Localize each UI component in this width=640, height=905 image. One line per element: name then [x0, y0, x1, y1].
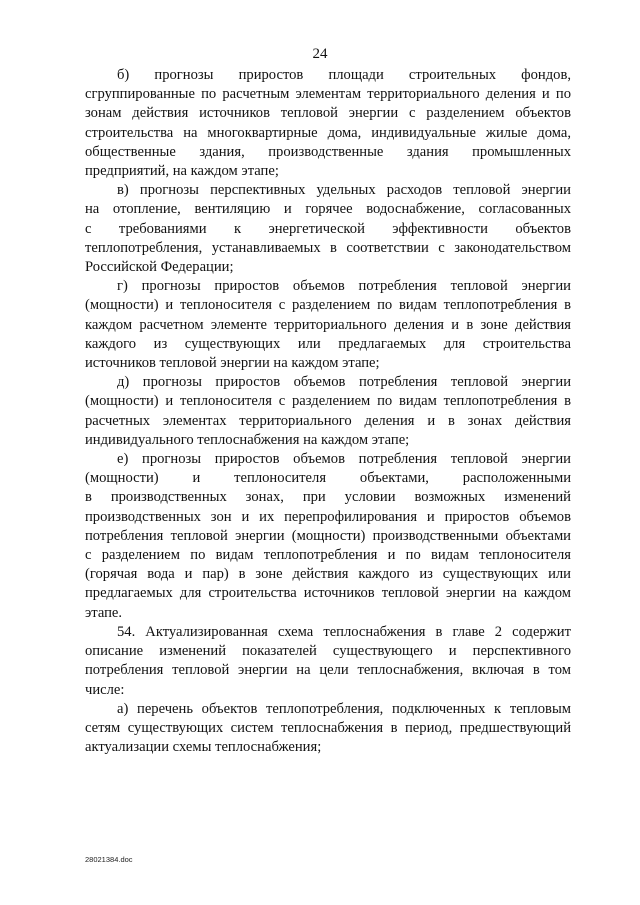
paragraph-line: с требованиями к энергетической эффективности объектов: [85, 220, 571, 237]
paragraph-line: производственных зон и их перепрофилирования и приростов объемов: [85, 508, 571, 525]
paragraph-line: г) прогнозы приростов объемов потребления тепловой энергии: [117, 278, 571, 295]
paragraph: [85, 700, 571, 758]
paragraph-line: числе:: [85, 681, 125, 698]
paragraph-line: (мощности) и теплоносителя объектами, расположенными: [85, 470, 571, 487]
paragraph-line: д) прогнозы приростов объемов потребления тепловой энергии: [117, 374, 571, 391]
paragraph-line: предлагаемых для строительства источников тепловой энергии на каждом: [85, 585, 571, 602]
paragraph: [85, 373, 571, 450]
paragraph-line: (мощности) и теплоносителя с разделением по видам теплопотребления в: [85, 297, 571, 314]
paragraph-line: 54. Актуализированная схема теплоснабжения в главе 2 содержит: [117, 623, 571, 640]
paragraph-line: описание изменений показателей существующего и перспективного: [85, 643, 571, 660]
paragraph-line: потребления тепловой энергии на цели теплоснабжения, включая в том: [85, 662, 571, 679]
paragraph: [85, 623, 571, 700]
paragraph-line: в производственных зонах, при условии возможных изменений: [85, 489, 571, 506]
document-body: [85, 66, 571, 757]
page-number: 24: [312, 46, 328, 62]
paragraph-line: теплопотребления, устанавливаемых в соответствии с законодательством: [85, 239, 571, 256]
paragraph-line: сгруппированные по расчетным элементам территориального деления и по: [85, 86, 571, 103]
paragraph-line: зонам действия источников тепловой энергии с разделением объектов: [85, 105, 571, 122]
paragraph-line: общественные здания, производственные здания промышленных: [85, 143, 571, 160]
paragraph-line: предприятий, на каждом этапе;: [85, 163, 279, 180]
paragraph-line: (горячая вода и пар) в зоне действия каждого из существующих или: [85, 566, 571, 583]
paragraph-line: сетям существующих систем теплоснабжения в период, предшествующий: [85, 719, 571, 736]
paragraph-line: расчетных элементах территориального деления и в зонах действия: [85, 412, 571, 429]
paragraph-line: индивидуального теплоснабжения на каждом этапе;: [85, 431, 410, 448]
paragraph-line: с разделением по видам теплопотребления и по видам теплоносителя: [85, 547, 571, 564]
paragraph-line: этапе.: [85, 604, 123, 621]
paragraph-line: строительства на многоквартирные дома, индивидуальные жилые дома,: [85, 124, 571, 141]
paragraph-line: Российской Федерации;: [85, 259, 234, 276]
paragraph-line: на отопление, вентиляцию и горячее водоснабжение, согласованных: [85, 201, 571, 218]
paragraph-line: актуализации схемы теплоснабжения;: [85, 739, 322, 756]
paragraph: [85, 66, 571, 181]
paragraph-line: а) перечень объектов теплопотребления, подключенных к тепловым: [117, 700, 571, 717]
paragraph: [85, 181, 571, 277]
document-footer-filename: 28021384.doc: [85, 855, 133, 864]
paragraph: [85, 277, 571, 373]
paragraph-line: в) прогнозы перспективных удельных расходов тепловой энергии: [117, 182, 571, 199]
paragraph-line: е) прогнозы приростов объемов потребления тепловой энергии: [117, 451, 571, 468]
paragraph-line: каждого из существующих или предлагаемых для строительства: [85, 335, 571, 352]
paragraph-line: потребления тепловой энергии (мощности) производственными объектами: [85, 527, 571, 544]
paragraph-line: каждом расчетном элементе территориального деления и в зоне действия: [85, 316, 571, 333]
paragraph-line: (мощности) и теплоносителя с разделением по видам теплопотребления в: [85, 393, 571, 410]
paragraph-line: источников тепловой энергии на каждом этапе;: [85, 355, 380, 372]
paragraph-line: б) прогнозы приростов площади строительных фондов,: [117, 67, 571, 83]
paragraph: [85, 450, 571, 623]
